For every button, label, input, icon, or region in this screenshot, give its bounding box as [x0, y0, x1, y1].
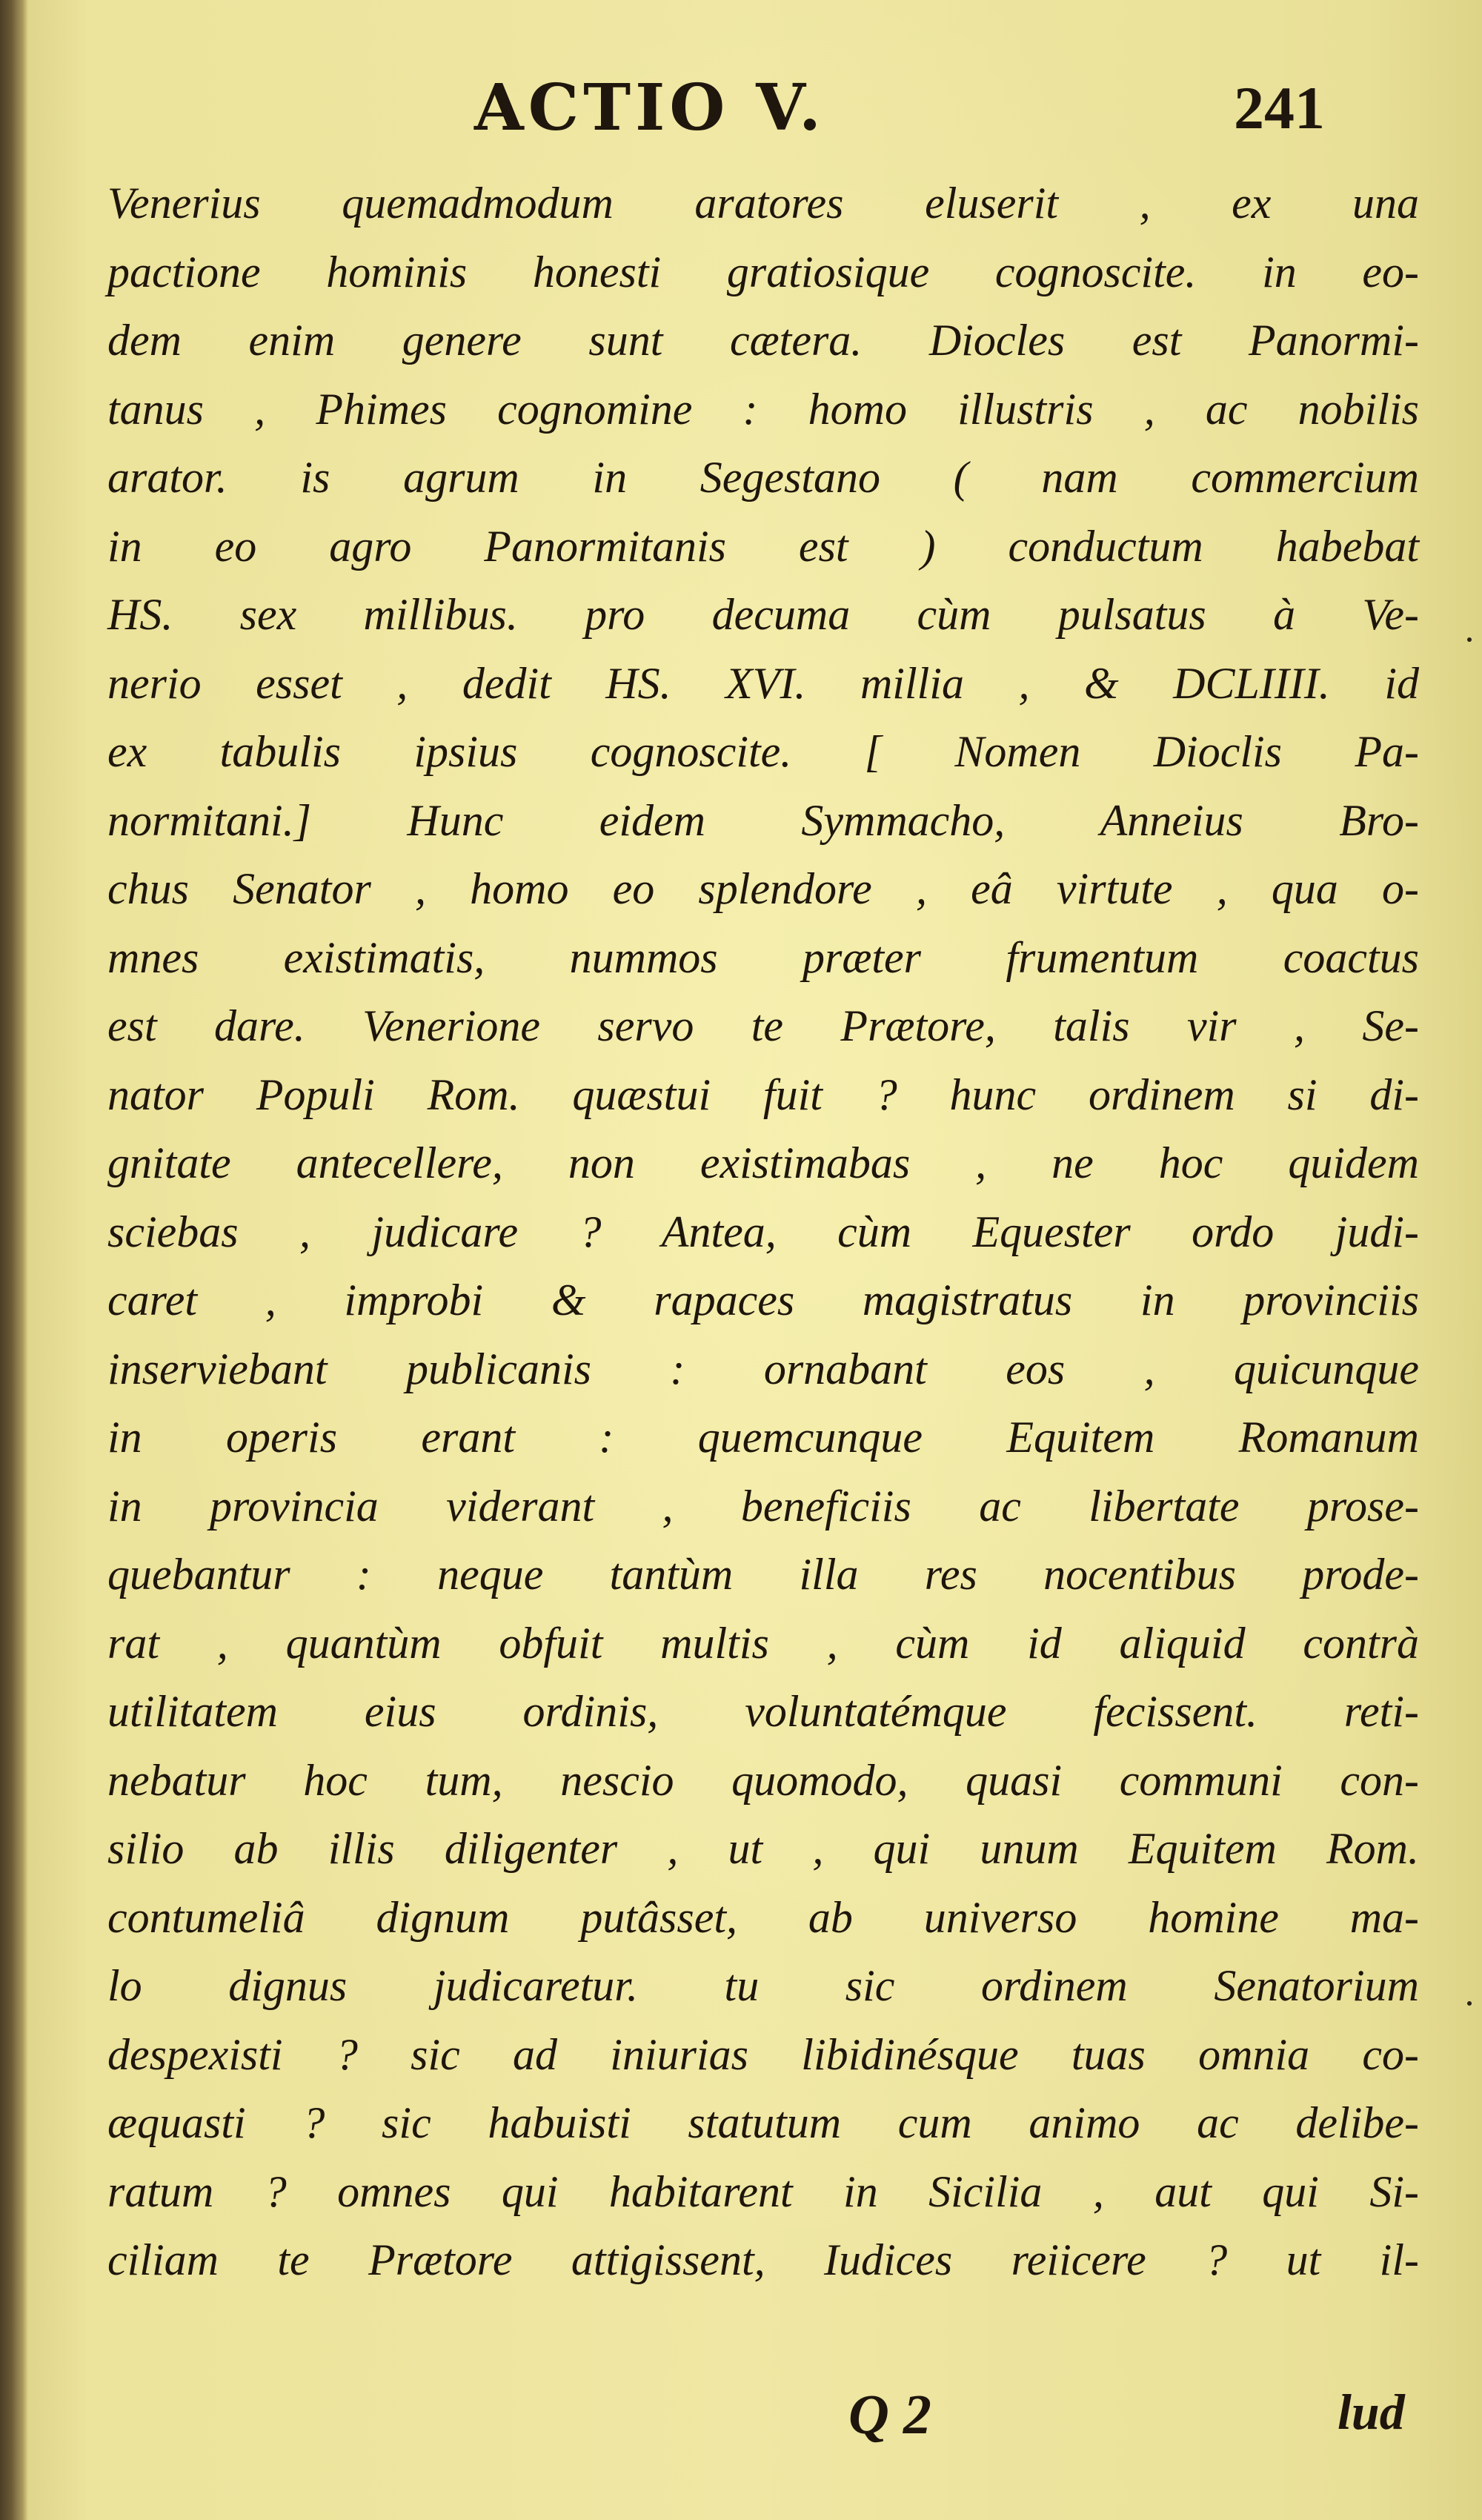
margin-speck — [1467, 637, 1472, 642]
text-line: chus Senator , homo eo splendore , eâ virtute , qua o- — [107, 864, 1419, 913]
page-header — [0, 70, 1482, 152]
text-line: normitani.] Hunc eidem Symmacho, Anneius Bro- — [107, 795, 1419, 845]
text-line: sciebas , judicare ? Antea, cùm Equester ordo judi- — [107, 1207, 1419, 1256]
text-line: caret , improbi & rapaces magistratus in provinciis — [107, 1276, 1419, 1324]
text-line: quebantur : neque tantùm illa res nocentibus prode- — [107, 1550, 1419, 1599]
text-line: lo dignus judicaretur. tu sic ordinem Senatorium — [107, 1961, 1419, 2010]
binding-edge — [0, 0, 28, 2520]
text-line: contumeliâ dignum putâsset, ab universo homine ma- — [107, 1892, 1419, 1942]
body-text — [107, 169, 1419, 2295]
text-line: ratum ? omnes qui habitarent in Sicilia , aut qui Si- — [107, 2166, 1419, 2216]
text-line: arator. is agrum in Segestano ( nam commercium — [107, 453, 1419, 502]
text-line: rat , quantùm obfuit multis , cùm id aliquid contrà — [107, 1618, 1419, 1668]
text-line: dem enim genere sunt cætera. Diocles est Panormi- — [107, 316, 1419, 365]
page-number: 241 — [1234, 74, 1325, 142]
text-line: silio ab illis diligenter , ut , qui unum Equitem Rom. — [107, 1824, 1419, 1873]
text-line: utilitatem eius ordinis, voluntatémque fecissent. reti- — [107, 1687, 1419, 1736]
text-line: nator Populi Rom. quæstui fuit ? hunc ordinem si di- — [107, 1070, 1419, 1119]
text-line: gnitate antecellere, non existimabas , ne hoc quidem — [107, 1138, 1419, 1187]
page-footer — [0, 2383, 1482, 2472]
catchword: lud — [1338, 2384, 1405, 2440]
text-line: pactione hominis honesti gratiosique cognoscite. in eo- — [107, 247, 1419, 296]
text-line: ciliam te Prætore attigissent, Iudices reiicere ? ut il- — [107, 2235, 1419, 2284]
text-line: est dare. Venerione servo te Prætore, talis vir , Se- — [107, 1001, 1419, 1050]
signature-mark: Q 2 — [848, 2384, 931, 2446]
text-line: despexisti ? sic ad iniurias libidinésque tuas omnia co- — [107, 2029, 1419, 2079]
text-line: nerio esset , dedit HS. XVI. millia , & DCLIIII. id — [107, 658, 1419, 708]
text-line: in operis erant : quemcunque Equitem Romanum — [107, 1413, 1419, 1462]
text-line: Venerius quemadmodum aratores eluserit , ex una — [107, 179, 1419, 228]
text-line: tanus , Phimes cognomine : homo illustris , ac nobilis — [107, 384, 1419, 434]
margin-speck — [1467, 2001, 1472, 2006]
text-line: HS. sex millibus. pro decuma cùm pulsatus à Ve- — [107, 590, 1419, 639]
text-line: inserviebant publicanis : ornabant eos , quicunque — [107, 1344, 1419, 1393]
text-line: nebatur hoc tum, nescio quomodo, quasi communi con- — [107, 1755, 1419, 1805]
running-title: ACTIO V. — [474, 70, 825, 145]
text-line: æquasti ? sic habuisti statutum cum animo ac delibe- — [107, 2098, 1419, 2147]
text-line: mnes existimatis, nummos præter frumentum coactus — [107, 932, 1419, 982]
text-line: in eo agro Panormitanis est ) conductum habebat — [107, 521, 1419, 571]
text-line: ex tabulis ipsius cognoscite. [ Nomen Dioclis Pa- — [107, 727, 1419, 776]
text-line: in provincia viderant , beneficiis ac libertate prose- — [107, 1481, 1419, 1531]
